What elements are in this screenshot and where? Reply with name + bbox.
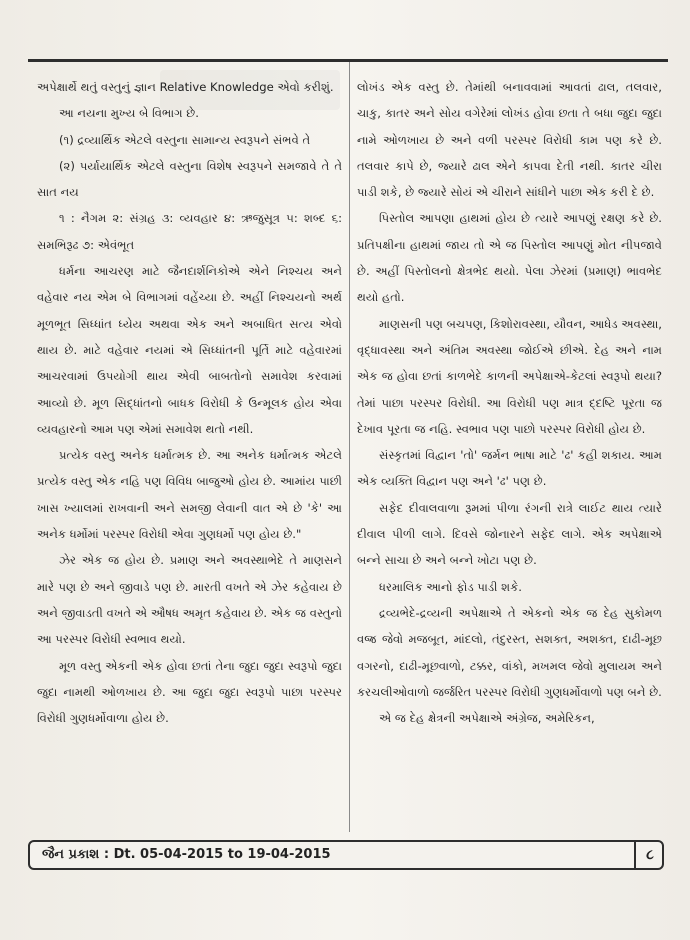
publication-line: જૈન પ્રકાશ : Dt. 05-04-2015 to 19-04-2015 bbox=[42, 847, 331, 862]
right-paragraph-3: માણસની પણ બચપણ, કિશોરાવસ્થા, યૌવન, આધેડ અવસ્થા, વૃદ્ધાવસ્થા અને અંતિમ અવસ્થા જોઈએ છીએ. દેહ અને નામ એક જ હોવા છતાં કાળભેદે કાળની અપેક્ષાએ-કેટલાં સ્વરૂપો થયા? તેમાં પાછા પરસ્પર વિરોધી. આ વિરોધી પણ માત્ર દ્દષ્ટિ પૂરતા જ દેખાવ પૂરતા જ નહિ. સ્વભાવ પણ પાછો પરસ્પર વિરોધી હોય છે. bbox=[357, 316, 662, 436]
left-paragraph-2: આ નયના મુખ્ય બે વિભાગ છે. bbox=[59, 106, 199, 121]
left-paragraph-4: (૨) પર્યાયાર્થિક એટલે વસ્તુના વિશેષ સ્વરૂપને સમજાવે તે તે સાત નય bbox=[37, 158, 342, 200]
left-paragraph-6: ધર્મના આચરણ માટે જૈનદાર્શનિકોએ એને નિશ્ચય અને વહેવાર નય એમ બે વિભાગમાં વહેંચ્યા છે. અહીં નિશ્ચયનો અર્થ મૂળભૂત સિધ્ધાંત ધ્યેય અથવા એક અને અબાધિત સત્ય એવો થાય છે. માટે વહેવાર નયમાં એ સિધ્ધાંતની પૂર્તિ માટે વહેવારમાં આચરવામાં ઉપયોગી થાય એવી બાબતોનો સમાવેશ કરવામાં આવ્યો છે. મૂળ સિદ્ધાંતનો બાધક વિરોધી કે ઉન્મૂલક હોય એવા વ્યવહારનો આમ પણ એમાં સમાવેશ થતો નથી. bbox=[37, 264, 342, 436]
footer-bar bbox=[28, 840, 664, 870]
right-column bbox=[357, 74, 662, 834]
right-paragraph-5: સફેદ દીવાલવાળા રૂમમાં પીળા રંગની રાત્રે લાઈટ થાય ત્યારે દીવાલ પીળી લાગે. દિવસે જોનારને સફેદ લાગે. એક અપેક્ષાએ બન્ને સાચા છે અને બન્ને ખોટા પણ છે. bbox=[357, 500, 662, 568]
left-paragraph-7: પ્રત્યેક વસ્તુ અનેક ધર્માત્મક છે. આ અનેક ધર્માત્મક એટલે પ્રત્યેક વસ્તુ એક નહિ પણ વિવિધ બાજુઓ હોય છે. આમાંય પાછી ખાસ ખ્યાલમાં રાખવાની અને સમજી લેવાની વાત એ છે 'કે' આ અનેક ધર્મોમાં પરસ્પર વિરોધી એવા ગુણધર્મો પણ હોય છે." bbox=[37, 448, 342, 542]
left-paragraph-3: (૧) દ્રવ્યાર્થિક એટલે વસ્તુના સામાન્ય સ્વરૂપને સંભવે તે bbox=[59, 132, 311, 147]
right-paragraph-4: સંસ્કૃતમાં વિદ્વાન 'તો' જર્મન ભાષા માટે 'ઢ' કહી શકાય. આમ એક વ્યક્તિ વિદ્વાન પણ અને 'ઢ' પણ છે. bbox=[357, 448, 662, 489]
left-paragraph-9: મૂળ વસ્તુ એકની એક હોવા છતાં તેના જુદા જુદા સ્વરૂપો જુદા જુદા નામથી ઓળખાય છે. આ જુદા જુદા સ્વરૂપો પાછા પરસ્પર વિરોધી ગુણધર્મોવાળા હોય છે. bbox=[37, 658, 342, 726]
left-column bbox=[37, 74, 342, 834]
top-rule bbox=[28, 59, 668, 62]
left-paragraph-8: ઝેર એક જ હોય છે. પ્રમાણ અને અવસ્થાભેદે તે માણસને મારે પણ છે અને જીવાડે પણ છે. મારતી વખતે એ ઝેર કહેવાય છે અને જીવાડતી વખતે એ ઔષધ અમૃત કહેવાય છે. એક જ વસ્તુનો આ પરસ્પર વિરોધી સ્વભાવ થયો. bbox=[37, 553, 342, 647]
page-number: ૮ bbox=[646, 847, 654, 863]
right-paragraph-7: દ્રવ્યભેદે-દ્રવ્યની અપેક્ષાએ તે એકનો એક જ દેહ સુકોમળ વજ્ર જેવો મજબૂત, માંદલો, તંદુરસ્ત, સશક્ત, અશક્ત, દાઢી-મૂછ વગરનો, દાઢી-મૂછવાળો, ટક્કર, વાંકો, મખમલ જેવો મુલાયમ અને કરચલીઓવાળો જર્જરિત પરસ્પર વિરોધી ગુણધર્મોવાળો પણ બને છે. bbox=[357, 605, 662, 699]
left-paragraph-1: અપેક્ષાર્થે થતું વસ્તુનું જ્ઞાન Relative Knowledge એવો કરીશું. bbox=[37, 80, 334, 94]
right-paragraph-1: લોખંડ એક વસ્તુ છે. તેમાંથી બનાવવામાં આવતાં ઢાલ, તલવાર, ચાકુ, કાતર અને સોય વગેરેમાં લોખંડ હોવા છતા તે બધા જુદા જુદા નામે ઓળખાય છે અને વળી પરસ્પર વિરોધી કામ પણ કરે છે. તલવાર કાપે છે, જ્યારે ઢાલ એને કાપવા દેતી નથી. કાતર ચીરા પાડી શકે, છે જ્યારે સોયં એ ચીરાને સાંધીને પાછા એક કરી દે છે. bbox=[357, 80, 662, 200]
left-paragraph-5: ૧ : નૈગમ ૨: સંગ્રહ ૩: વ્યવહાર ૪: ઋજુસૂત્ર ૫: શબ્દ ૬: સમભિરૂઢ ૭: એવંભૂત bbox=[37, 211, 342, 252]
column-divider bbox=[349, 62, 350, 832]
right-paragraph-2: પિસ્તોલ આપણા હાથમાં હોય છે ત્યારે આપણું રક્ષણ કરે છે. પ્રતિપક્ષીના હાથમાં જાય તો એ જ પિસ્તોલ આપણું મોત નીપજાવે છે. અહીં પિસ્તોલનો ક્ષેત્રભેદ થયો. પેલા ઝેરમાં (પ્રમાણ) ભાવભેદ થયો હતો. bbox=[357, 211, 662, 305]
right-paragraph-6: ધરમાલિક આનો ફોડ પાડી શકે. bbox=[379, 579, 522, 594]
footer-separator bbox=[634, 842, 636, 868]
right-paragraph-8: એ જ દેહ ક્ષેત્રની અપેક્ષાએ અંગ્રેજ, અમેરિકન, bbox=[379, 711, 595, 726]
